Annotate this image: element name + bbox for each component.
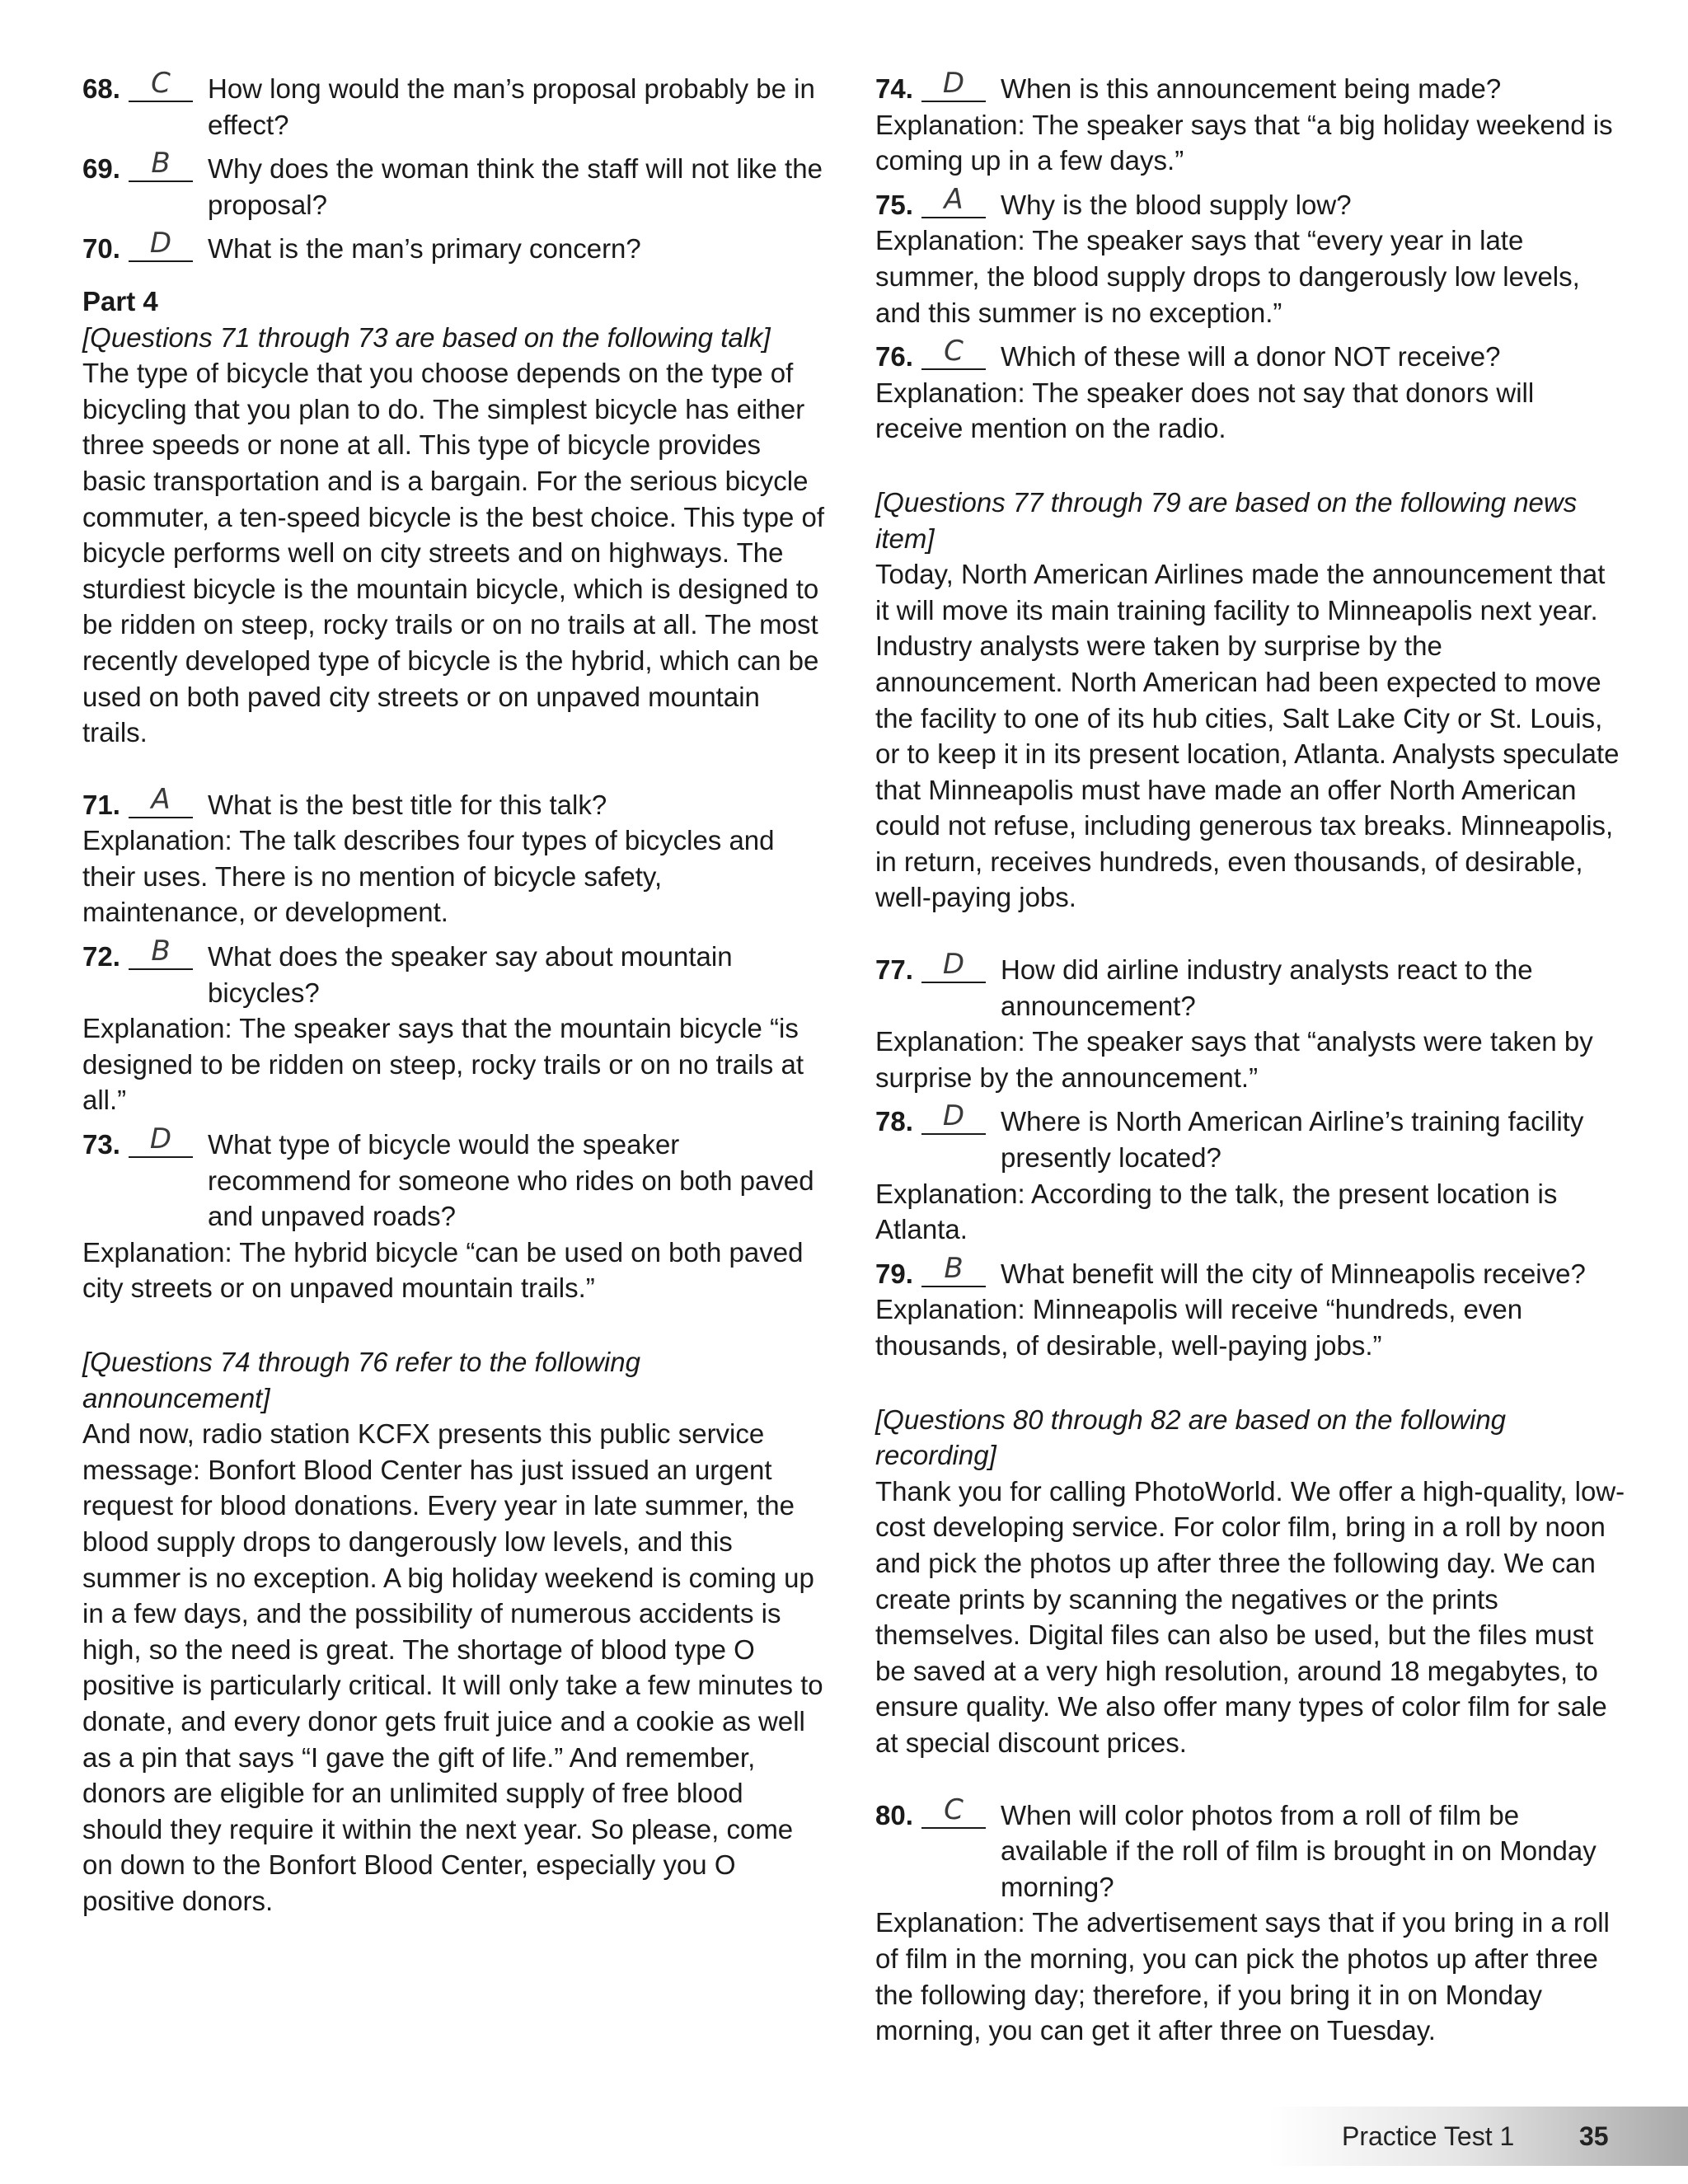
page-number: 35	[1579, 2121, 1609, 2151]
explanation: Explanation: The talk describes four types of bicycles and their uses. There is no mention of bicycle safety, maintenance, or development.	[82, 825, 775, 928]
answer-blank: D	[129, 1127, 193, 1158]
explanation: Explanation: The speaker says that “every year in late summer, the blood supply drops to dangerously low levels, and this summer is no exception.”	[875, 225, 1580, 328]
question-text: What is the man’s primary concern?	[208, 233, 641, 265]
section-intro: [Questions 77 through 79 are based on the following news item]	[875, 486, 1578, 554]
explanation: Explanation: The hybrid bicycle “can be used on both paved city streets or on unpaved mountain trails.”	[82, 1236, 804, 1304]
question-number: 76.	[875, 341, 913, 373]
section-intro: [Questions 74 through 76 refer to the following announcement]	[82, 1347, 640, 1413]
answer-blank: B	[129, 151, 193, 182]
section-intro: [Questions 80 through 82 are based on the following recording]	[875, 1404, 1507, 1471]
answer-blank: C	[921, 1797, 986, 1829]
answer-blank: B	[129, 939, 193, 970]
answer-blank: B	[921, 1256, 986, 1287]
question-text: What does the speaker say about mountain bicycles?	[208, 941, 733, 1008]
question-68	[82, 67, 824, 143]
answer-blank: C	[921, 339, 986, 370]
question-80	[875, 1793, 1625, 1905]
question-78	[875, 1099, 1625, 1175]
question-74	[875, 67, 1625, 107]
question-71	[82, 782, 824, 823]
question-number: 77.	[875, 954, 913, 986]
question-72	[82, 935, 824, 1010]
answer-blank: D	[921, 1104, 986, 1135]
question-number: 69.	[82, 153, 120, 185]
question-number: 68.	[82, 73, 120, 104]
question-text: What type of bicycle would the speaker recommend for someone who rides on both paved and unpaved roads?	[208, 1129, 814, 1232]
talk-passage: Today, North American Airlines made the announcement that it will move its main training facility to Minneapolis next year. Industry analysts were taken by surprise by the announcement. North American had been expected to move the facility to one of its hub cities, Salt Lake City or St. Louis, or to keep it in its present location, Atlanta. Analysts speculate that Minneapolis must have made an offer North American could not refuse, including generous tax breaks. Minneapolis, in return, receives hundreds, even thousands, of desirable, well-paying jobs.	[875, 559, 1620, 913]
footer-label: Practice Test 1	[1342, 2121, 1515, 2151]
question-number: 72.	[82, 941, 120, 972]
question-70	[82, 227, 824, 267]
explanation: Explanation: The advertisement says that if you bring in a roll of film in the morning, you can pick the photos up after three the following day; therefore, if you bring it in on Monday morning, you can get it after three on Tuesday.	[875, 1907, 1610, 2046]
question-number: 71.	[82, 789, 120, 820]
answer-blank: D	[921, 952, 986, 983]
left-column	[82, 67, 825, 1919]
talk-passage: Thank you for calling PhotoWorld. We offer a high-quality, low-cost developing service. For color film, bring in a roll by noon and pick the photos up after three the following day. We can create prints by scanning the negatives or the prints themselves. Digital files can also be used, but the files must be saved at a very high resolution, around 18 megabytes, to ensure quality. We also offer many types of color film for sale at special discount prices.	[875, 1475, 1625, 1758]
question-text: Why does the woman think the staff will not like the proposal?	[208, 153, 823, 220]
answer-blank: D	[921, 71, 986, 102]
question-69	[82, 147, 824, 223]
question-73	[82, 1122, 824, 1235]
talk-passage: And now, radio station KCFX presents this public service message: Bonfort Blood Center has just issued an urgent request for blood donations. Every year in late summer, the blood supply drops to dangerously low levels, and this summer is no exception. A big holiday weekend is coming up in a few days, and the possibility of numerous accidents is high, so the need is great. The shortage of blood type O positive is particularly critical. It will only take a few minutes to donate, and every donor gets fruit juice and a cookie as well as a pin that says “I gave the gift of life.” And remember, donors are eligible for an unlimited supply of free blood should they require it within the next year. So please, come on down to the Bonfort Blood Center, especially you O positive donors.	[82, 1418, 823, 1916]
question-number: 73.	[82, 1129, 120, 1160]
question-75	[875, 182, 1625, 223]
question-text: Where is North American Airline’s training facility presently located?	[1001, 1106, 1584, 1174]
question-text: When will color photos from a roll of film be available if the roll of film is brought in on Monday morning?	[1001, 1799, 1597, 1902]
answer-blank: D	[129, 231, 193, 262]
page-footer	[1269, 2107, 1688, 2166]
question-text: What benefit will the city of Minneapolis receive?	[1001, 1258, 1586, 1289]
question-number: 79.	[875, 1258, 913, 1289]
answer-blank: A	[921, 187, 986, 218]
question-text: What is the best title for this talk?	[208, 789, 607, 820]
question-text: Which of these will a donor NOT receive?	[1001, 341, 1501, 373]
question-number: 70.	[82, 233, 120, 265]
right-column	[875, 67, 1625, 2057]
question-number: 78.	[875, 1106, 913, 1137]
question-number: 75.	[875, 189, 913, 220]
explanation: Explanation: According to the talk, the present location is Atlanta.	[875, 1178, 1558, 1245]
answer-blank: C	[129, 71, 193, 102]
question-79	[875, 1251, 1625, 1292]
part-heading: Part 4	[82, 285, 158, 316]
explanation: Explanation: The speaker says that “analysts were taken by surprise by the announcement.”	[875, 1026, 1593, 1093]
explanation: Explanation: The speaker says that the mountain bicycle “is designed to be ridden on steep, rocky trails or on no trails at all.”	[82, 1013, 804, 1116]
question-77	[875, 948, 1625, 1024]
question-text: Why is the blood supply low?	[1001, 189, 1352, 220]
section-intro: [Questions 71 through 73 are based on the following talk]	[82, 321, 771, 353]
explanation: Explanation: The speaker does not say that donors will receive mention on the radio.	[875, 377, 1535, 444]
question-text: When is this announcement being made?	[1001, 73, 1502, 104]
question-number: 74.	[875, 73, 913, 104]
question-text: How did airline industry analysts react to the announcement?	[1001, 954, 1533, 1021]
answer-blank: A	[129, 787, 193, 818]
explanation: Explanation: Minneapolis will receive “hundreds, even thousands, of desirable, well-paying jobs.”	[875, 1294, 1523, 1361]
question-text: How long would the man’s proposal probably be in effect?	[208, 73, 815, 140]
question-76	[875, 335, 1625, 375]
question-number: 80.	[875, 1799, 913, 1830]
explanation: Explanation: The speaker says that “a big holiday weekend is coming up in a few days.”	[875, 109, 1613, 176]
talk-passage: The type of bicycle that you choose depends on the type of bicycling that you plan to do. The simplest bicycle has either three speeds or none at all. This type of bicycle provides basic transportation and is a bargain. For the serious bicycle commuter, a ten-speed bicycle is the best choice. This type of bicycle performs well on city streets and on highways. The sturdiest bicycle is the mountain bicycle, which is designed to be ridden on steep, rocky trails or on no trails at all. The most recently developed type of bicycle is the hybrid, which can be used on both paved city streets or on unpaved mountain trails.	[82, 358, 825, 748]
